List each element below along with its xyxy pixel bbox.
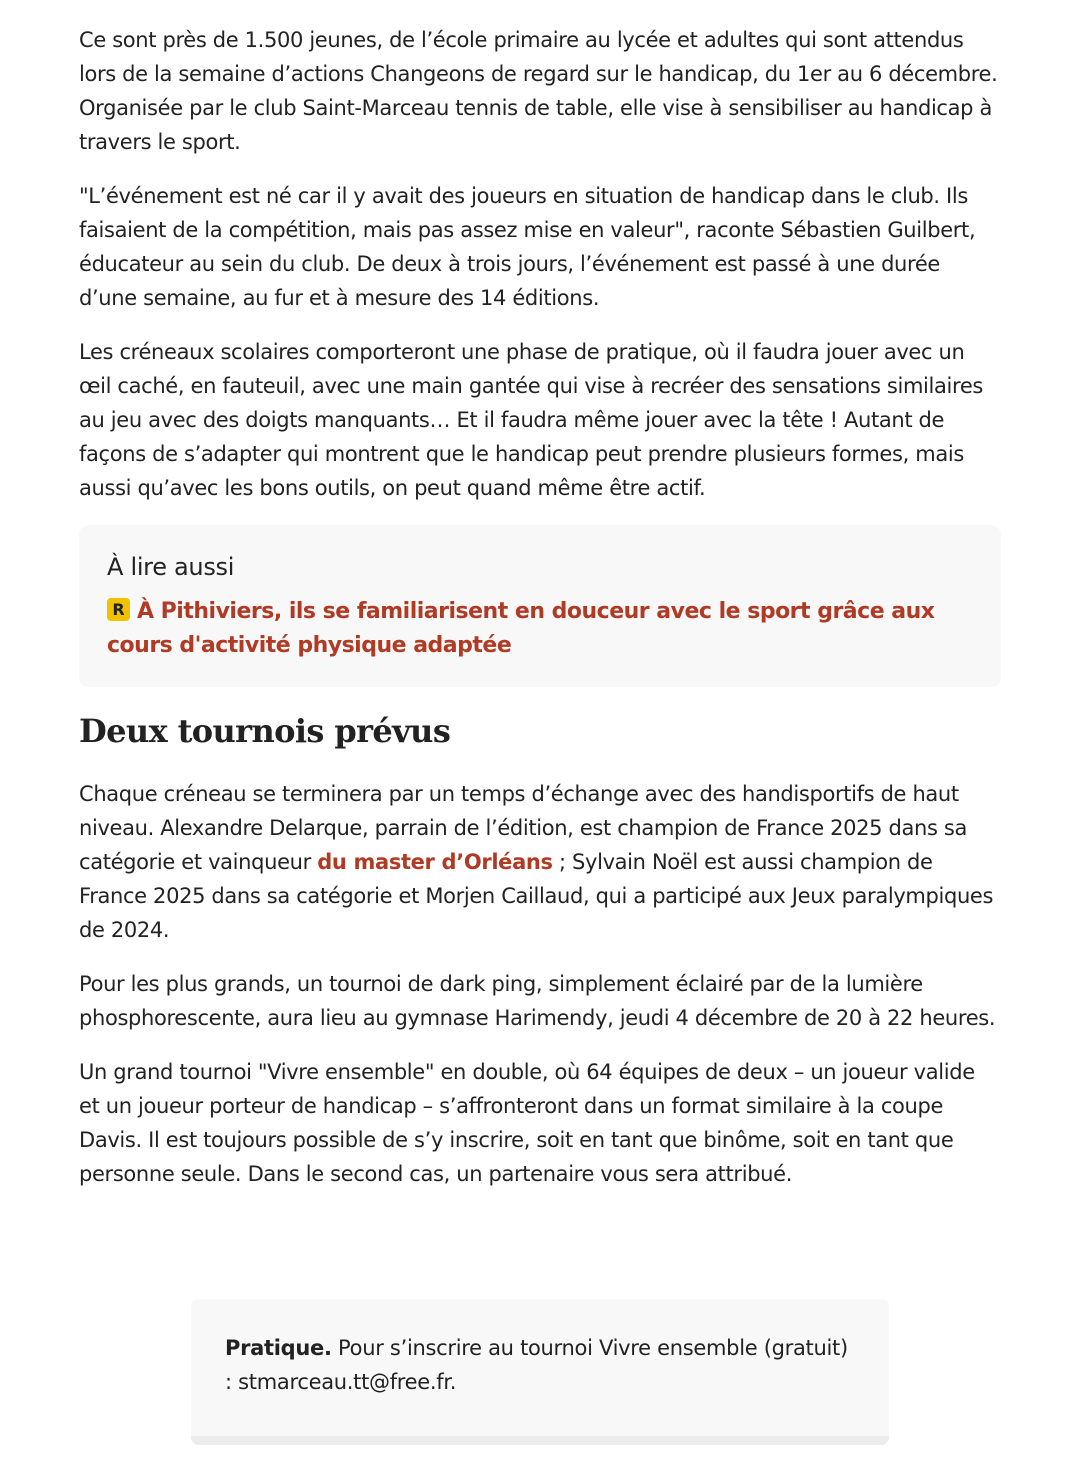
article-paragraph-4: [79, 777, 1001, 947]
article-paragraph-5: Pour les plus grands, un tournoi de dark ping, simplement éclairé par de la lumière phosphorescente, aura lieu au gymnase Harimendy, jeudi 4 décembre de 20 à 22 heures.: [79, 972, 996, 1030]
paragraph-4-text-before: Chaque créneau se terminera par un temps d’échange avec des handisportifs de haut niveau. Alexandre Delarque, parrain de l’édition, est champion de France 2025 dans sa catégorie et vainqueur: [79, 782, 968, 874]
section-heading: Deux tournois prévus: [79, 712, 451, 750]
paragraph-4-text-after: ; Sylvain Noël est aussi champion de France 2025 dans sa catégorie et Morjen Caillaud, qui a participé aux Jeux paralympiques de 2024.: [79, 850, 994, 942]
practical-text: Pour s’inscrire au tournoi Vivre ensemble (gratuit) : stmarceau.tt@free.fr.: [225, 1336, 848, 1394]
article-paragraph-6: Un grand tournoi "Vivre ensemble" en double, où 64 équipes de deux – un joueur valide et un joueur porteur de handicap – s’affronteront dans un format similaire à la coupe Davis. Il est toujours possible de s’y inscrire, soit en tant que binôme, soit en tant que personne seule. Dans le second cas, un partenaire vous sera attribué.: [79, 1060, 975, 1186]
article-paragraph-2: "L’événement est né car il y avait des joueurs en situation de handicap dans le club. Ils faisaient de la compétition, mais pas assez mise en valeur", raconte Sébastien Guilbert, éducateur au sein du club. De deux à trois jours, l’événement est passé à une durée d’une semaine, au fur et à mesure des 14 éditions.: [79, 184, 976, 310]
premium-badge-icon: R: [107, 598, 130, 621]
article-body: [79, 23, 1001, 1211]
related-article-link-text: À Pithiviers, ils se familiarisent en douceur avec le sport grâce aux cours d'activité physique adaptée: [107, 599, 935, 658]
related-article-title: À lire aussi: [107, 553, 235, 581]
practical-info-box: [191, 1299, 889, 1445]
article-paragraph-1: Ce sont près de 1.500 jeunes, de l’école primaire au lycée et adultes qui sont attendus lors de la semaine d’actions Changeons de regard sur le handicap, du 1er au 6 décembre. Organisée par le club Saint-Marceau tennis de table, elle vise à sensibiliser au handicap à travers le sport.: [79, 28, 998, 154]
article-paragraph-3: Les créneaux scolaires comporteront une phase de pratique, où il faudra jouer avec un œil caché, en fauteuil, avec une main gantée qui vise à recréer des sensations similaires au jeu avec des doigts manquants… Et il faudra même jouer avec la tête ! Autant de façons de s’adapter qui montrent que le handicap peut prendre plusieurs formes, mais aussi qu’avec les bons outils, on peut quand même être actif.: [79, 340, 984, 500]
related-article-box: [79, 525, 1001, 687]
master-orleans-link[interactable]: du master d’Orléans: [317, 850, 553, 874]
related-article-link[interactable]: [107, 595, 973, 663]
practical-label: Pratique.: [225, 1336, 332, 1360]
